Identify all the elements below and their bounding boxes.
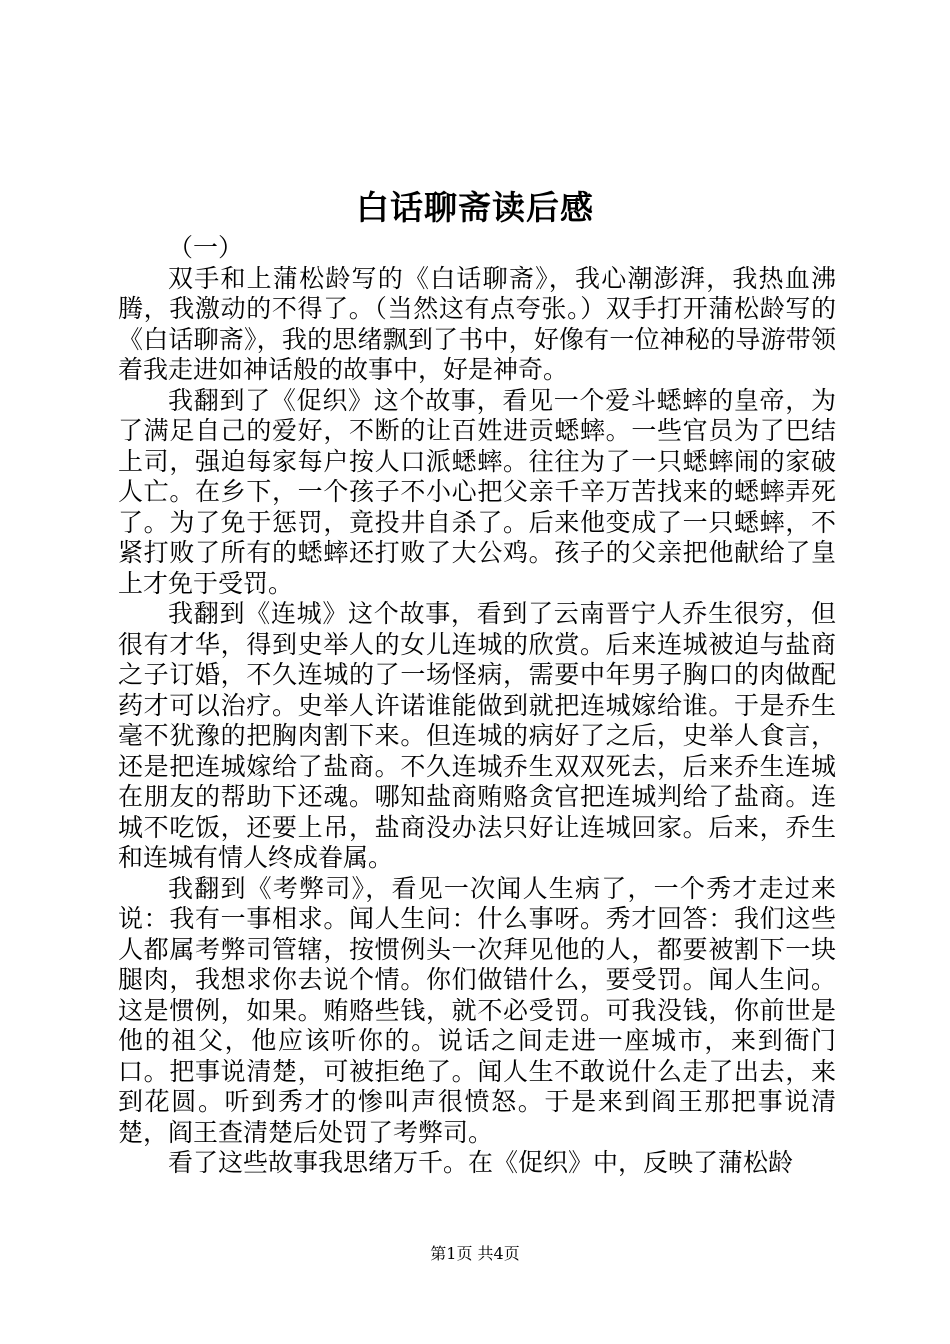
paragraph: 我翻到《考弊司》，看见一次闻人生病了，一个秀才走过来说：我有一事相求。闻人生问：什么事呀。秀才回答：我们这些人都属考弊司管辖，按惯例头一次拜见他的人，都要被割下一块腿肉，我想求你去说个情。你们做错什么，要受罚。闻人生问。这是惯例，如果。贿赂些钱，就不必受罚。可我没钱，你前世是他的祖父，他应该听你的。说话之间走进一座城市，来到衙门口。把事说清楚，可被拒绝了。闻人生不敢说什么走了出去，来到花圆。听到秀才的惨叫声很愤怒。于是来到阎王那把事说清楚，阎王查清楚后处罚了考弊司。 (118, 873, 836, 1147)
page-footer: 第1页 共4页 (430, 1244, 520, 1263)
paragraph: 我翻到《连城》这个故事，看到了云南晋宁人乔生很穷，但很有才华，得到史举人的女儿连城的欣赏。后来连城被迫与盐商之子订婚，不久连城的了一场怪病，需要中年男子胸口的肉做配药才可以治疗。史举人许诺谁能做到就把连城嫁给谁。于是乔生毫不犹豫的把胸肉割下来。但连城的病好了之后，史举人食言，还是把连城嫁给了盐商。不久连城乔生双双死去，后来乔生连城在朋友的帮助下还魂。哪知盐商贿赂贪官把连城判给了盐商。连城不吃饭，还要上吊，盐商没办法只好让连城回家。后来，乔生和连城有情人终成眷属。 (118, 599, 836, 872)
document-body (118, 233, 836, 1179)
paragraph: 看了这些故事我思绪万千。在《促织》中，反映了蒲松龄 (168, 1148, 794, 1177)
document-title: 白话聊斋读后感 (356, 188, 594, 227)
section-label: （一） (168, 233, 244, 262)
paragraph: 我翻到了《促织》这个故事，看见一个爱斗蟋蟀的皇帝，为了满足自己的爱好，不断的让百姓进贡蟋蟀。一些官员为了巴结上司，强迫每家每户按人口派蟋蟀。往往为了一只蟋蟀闹的家破人亡。在乡下，一个孩子不小心把父亲千辛万苦找来的蟋蟀弄死了。为了免于惩罚，竟投井自杀了。后来他变成了一只蟋蟀，不紧打败了所有的蟋蟀还打败了大公鸡。孩子的父亲把他献给了皇上才免于受罚。 (118, 385, 836, 598)
paragraph: 双手和上蒲松龄写的《白话聊斋》，我心潮澎湃，我热血沸腾，我激动的不得了。（当然这有点夸张。）双手打开蒲松龄写的《白话聊斋》，我的思绪飘到了书中，好像有一位神秘的导游带领着我走进如神话般的故事中，好是神奇。 (118, 263, 836, 384)
